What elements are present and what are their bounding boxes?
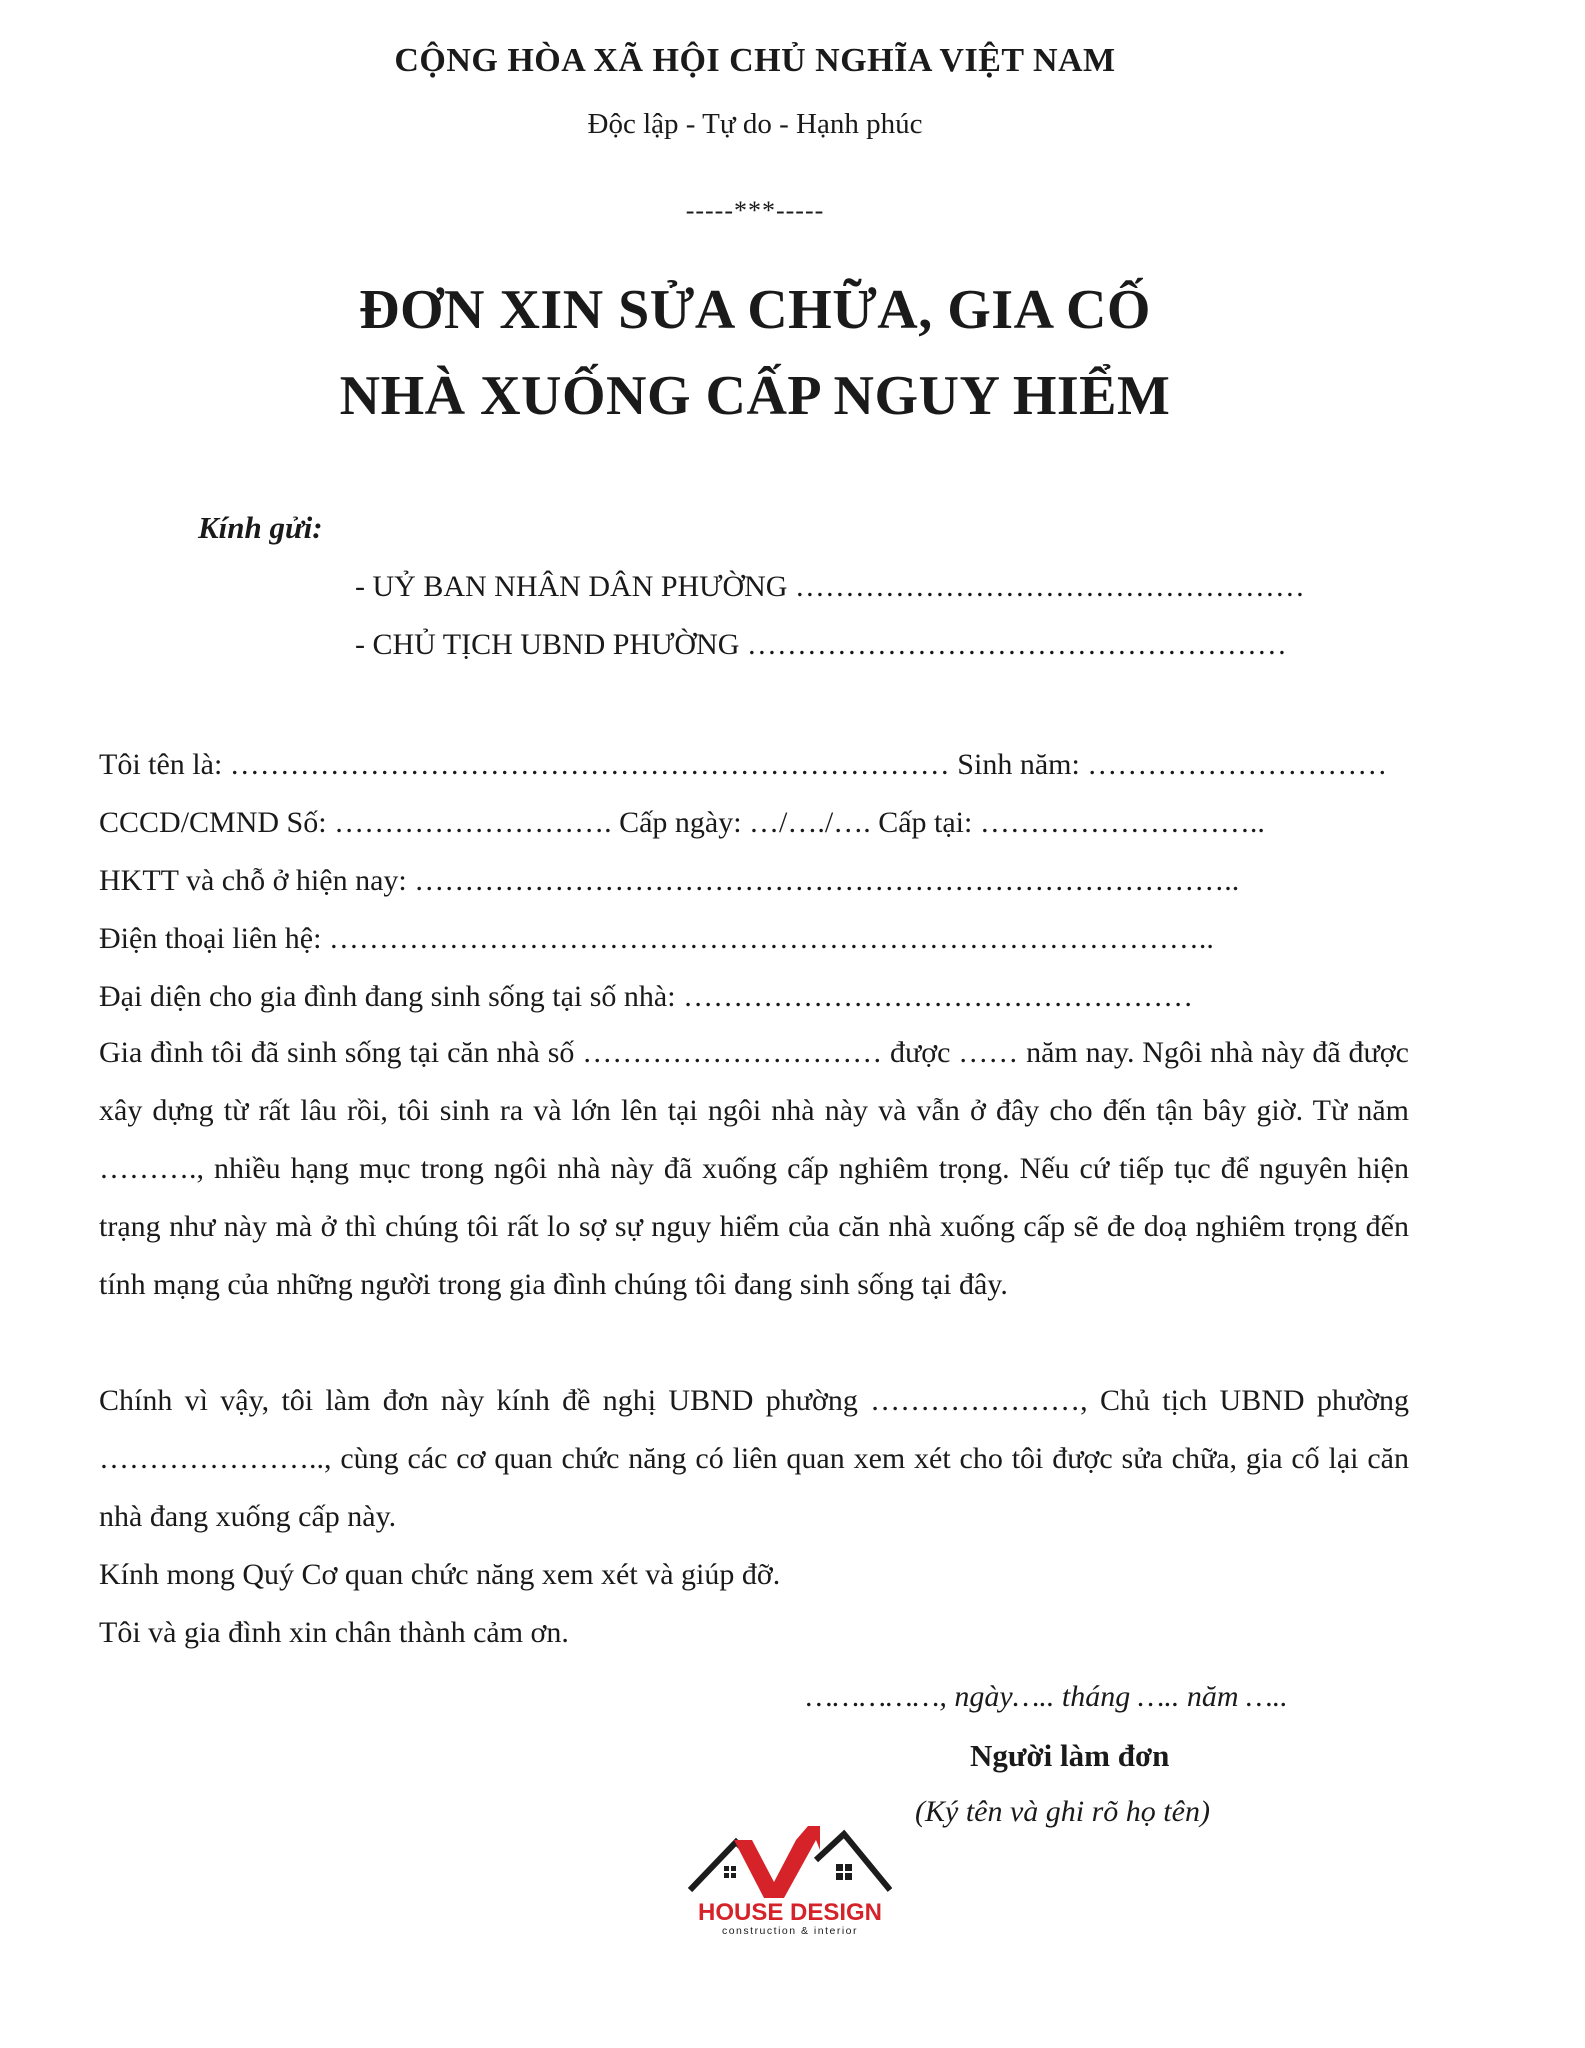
signer-title: Người làm đơn (970, 1738, 1170, 1773)
house-design-logo (688, 1820, 892, 1940)
separator: -----***----- (685, 196, 825, 225)
window-left-icon (724, 1866, 736, 1878)
red-v-icon (734, 1840, 816, 1898)
logo-brand-text: HOUSE DESIGN (697, 1899, 883, 1926)
field-id: CCCD/CMND Số: ………………………. Cấp ngày: …/…./…. Cấp tại: ……………………….. (99, 806, 1265, 839)
field-name: Tôi tên là: ……………………………………………………………… Sinh năm: ………………………… (99, 748, 1388, 781)
recipient-chairman: - CHỦ TỊCH UBND PHƯỜNG ……………………………………………… (355, 628, 1287, 661)
roof-right-icon (816, 1834, 890, 1890)
document-title-line-1: ĐƠN XIN SỬA CHỮA, GIA CỐ (359, 279, 1151, 341)
body-paragraph-3: Kính mong Quý Cơ quan chức năng xem xét và giúp đỡ. (99, 1558, 781, 1591)
body-paragraph-2: Chính vì vậy, tôi làm đơn này kính đề nghị UBND phường …………………, Chủ tịch UBND phường ………………….., cùng các cơ quan chức năng có liên quan xem xét cho tôi được sửa chữa, gia cố lại căn nhà đang xuống cấp này. (99, 1384, 1409, 1533)
field-representative: Đại diện cho gia đình đang sinh sống tại số nhà: …………………………………………… (99, 980, 1194, 1013)
signature-date: ……………, ngày….. tháng ….. năm ….. (806, 1680, 1288, 1713)
field-phone: Điện thoại liên hệ: …………………………………………………………………………….. (99, 922, 1214, 955)
logo-tagline-text: construction & interior (721, 1925, 859, 1937)
body-paragraph-1: Gia đình tôi đã sinh sống tại căn nhà số ………………………… được …… năm nay. Ngôi nhà này đã được xây dựng từ rất lâu rồi, tôi sinh ra và lớn lên tại ngôi nhà này và vẫn ở đây cho đến tận bây giờ. Từ năm ………., nhiều hạng mục trong ngôi nhà này đã xuống cấp nghiêm trọng. Nếu cứ tiếp tục để nguyên hiện trạng như này mà ở thì chúng tôi rất lo sợ sự nguy hiểm của căn nhà xuống cấp sẽ đe doạ nghiêm trọng đến tính mạng của những người trong gia đình chúng tôi đang sinh sống tại đây. (99, 1036, 1409, 1301)
motto: Độc lập - Tự do - Hạnh phúc (587, 108, 923, 140)
nation-heading: CỘNG HÒA XÃ HỘI CHỦ NGHĨA VIỆT NAM (394, 42, 1116, 79)
document-title-line-2: NHÀ XUỐNG CẤP NGUY HIỂM (339, 365, 1171, 427)
body-paragraph-4: Tôi và gia đình xin chân thành cảm ơn. (99, 1616, 569, 1649)
window-right-icon (836, 1864, 852, 1880)
recipients-label: Kính gửi: (198, 510, 323, 545)
recipient-people-committee: - UỶ BAN NHÂN DÂN PHƯỜNG …………………………………………… (355, 570, 1305, 603)
field-address: HKTT và chỗ ở hiện nay: ……………………………………………………………………….. (99, 864, 1240, 897)
signature-note: (Ký tên và ghi rõ họ tên) (915, 1795, 1210, 1828)
